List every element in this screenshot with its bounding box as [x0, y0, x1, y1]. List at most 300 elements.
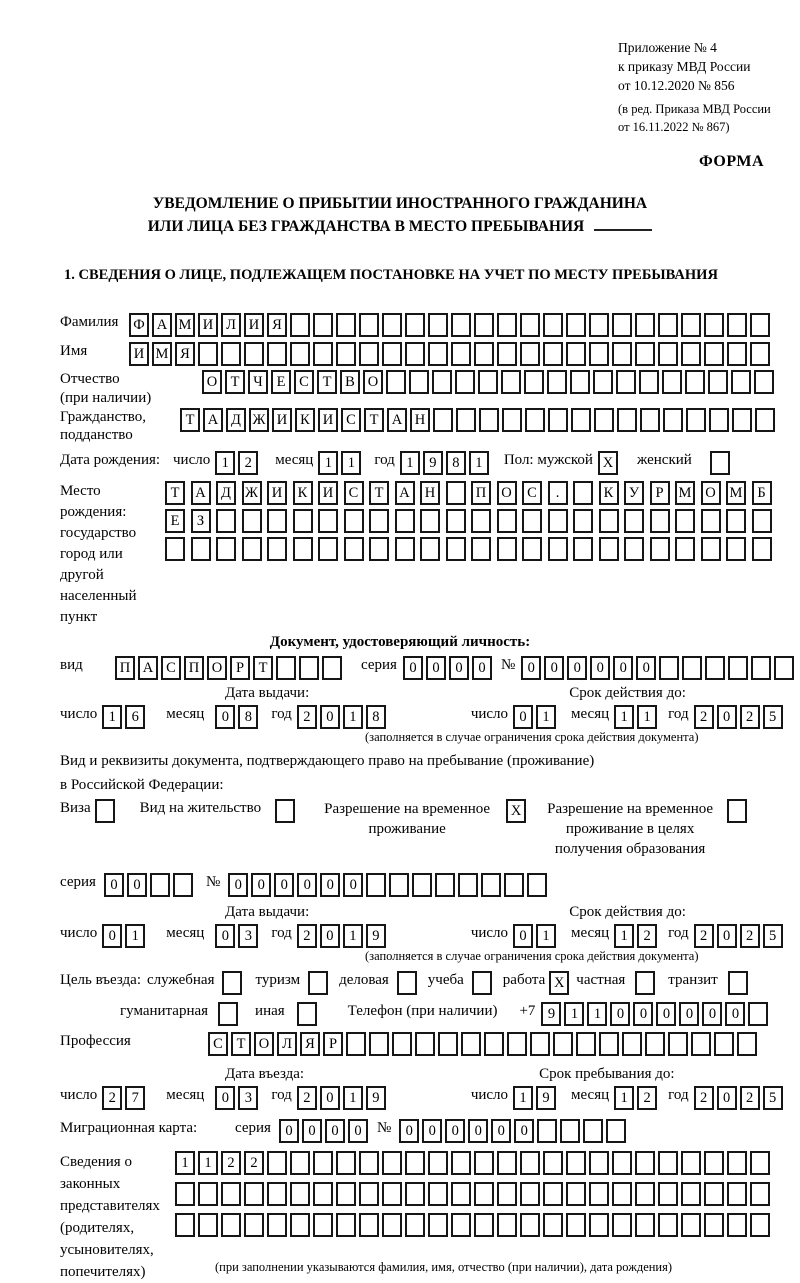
char-box[interactable]: [599, 509, 619, 533]
char-box[interactable]: И: [267, 481, 287, 505]
char-box[interactable]: [415, 1032, 435, 1056]
char-box[interactable]: С: [522, 481, 542, 505]
char-box[interactable]: [681, 1213, 701, 1237]
char-box[interactable]: А: [387, 408, 407, 432]
char-box[interactable]: [732, 408, 752, 432]
char-box[interactable]: [191, 537, 211, 561]
char-box[interactable]: [560, 1119, 580, 1143]
char-box[interactable]: [566, 1182, 586, 1206]
char-box[interactable]: [497, 1182, 517, 1206]
char-box[interactable]: [612, 1182, 632, 1206]
char-box[interactable]: 0: [679, 1002, 699, 1026]
char-box[interactable]: 0: [702, 1002, 722, 1026]
char-box[interactable]: 0: [636, 656, 656, 680]
char-box[interactable]: 0: [127, 873, 147, 897]
char-box[interactable]: [658, 1151, 678, 1175]
char-box[interactable]: [359, 1182, 379, 1206]
char-box[interactable]: 2: [297, 1086, 317, 1110]
char-box[interactable]: О: [497, 481, 517, 505]
char-box[interactable]: О: [207, 656, 227, 680]
char-box[interactable]: 0: [567, 656, 587, 680]
char-box[interactable]: 2: [238, 451, 258, 475]
char-box[interactable]: 0: [399, 1119, 419, 1143]
char-box[interactable]: [589, 1151, 609, 1175]
char-box[interactable]: [704, 342, 724, 366]
char-box[interactable]: 0: [513, 924, 533, 948]
char-box[interactable]: 2: [740, 924, 760, 948]
char-box[interactable]: [599, 537, 619, 561]
char-box[interactable]: [474, 1182, 494, 1206]
char-box[interactable]: [484, 1032, 504, 1056]
char-box[interactable]: [428, 1151, 448, 1175]
char-box[interactable]: [520, 1213, 540, 1237]
char-box[interactable]: 0: [228, 873, 248, 897]
char-box[interactable]: П: [471, 481, 491, 505]
char-box[interactable]: [336, 1182, 356, 1206]
char-box[interactable]: 1: [587, 1002, 607, 1026]
char-box[interactable]: [405, 342, 425, 366]
char-box[interactable]: [543, 1151, 563, 1175]
char-box[interactable]: [726, 537, 746, 561]
char-box[interactable]: [221, 342, 241, 366]
char-box[interactable]: [589, 1213, 609, 1237]
checkbox-cell[interactable]: X: [506, 799, 526, 823]
checkbox-cell[interactable]: [728, 971, 748, 995]
char-box[interactable]: [173, 873, 193, 897]
char-box[interactable]: [244, 1213, 264, 1237]
char-box[interactable]: [420, 509, 440, 533]
char-box[interactable]: [583, 1119, 603, 1143]
char-box[interactable]: О: [254, 1032, 274, 1056]
char-box[interactable]: [589, 342, 609, 366]
char-box[interactable]: Я: [267, 313, 287, 337]
char-box[interactable]: [198, 1213, 218, 1237]
char-box[interactable]: Я: [175, 342, 195, 366]
char-box[interactable]: [198, 342, 218, 366]
char-box[interactable]: [748, 1002, 768, 1026]
char-box[interactable]: И: [244, 313, 264, 337]
char-box[interactable]: 0: [320, 873, 340, 897]
char-box[interactable]: [290, 313, 310, 337]
char-box[interactable]: [750, 1182, 770, 1206]
char-box[interactable]: 2: [102, 1086, 122, 1110]
char-box[interactable]: [553, 1032, 573, 1056]
char-box[interactable]: [704, 1213, 724, 1237]
char-box[interactable]: Т: [317, 370, 337, 394]
char-box[interactable]: [704, 313, 724, 337]
char-box[interactable]: [428, 342, 448, 366]
checkbox-cell[interactable]: [727, 799, 747, 823]
char-box[interactable]: [242, 537, 262, 561]
char-box[interactable]: С: [344, 481, 364, 505]
char-box[interactable]: [474, 342, 494, 366]
char-box[interactable]: [548, 408, 568, 432]
char-box[interactable]: [497, 537, 517, 561]
char-box[interactable]: [244, 1182, 264, 1206]
char-box[interactable]: 2: [297, 705, 317, 729]
char-box[interactable]: [412, 873, 432, 897]
char-box[interactable]: Ф: [129, 313, 149, 337]
char-box[interactable]: 0: [320, 705, 340, 729]
char-box[interactable]: [313, 313, 333, 337]
char-box[interactable]: 1: [318, 451, 338, 475]
char-box[interactable]: [474, 313, 494, 337]
char-box[interactable]: [446, 509, 466, 533]
char-box[interactable]: [612, 313, 632, 337]
char-box[interactable]: [322, 656, 342, 680]
char-box[interactable]: [474, 1151, 494, 1175]
char-box[interactable]: [543, 342, 563, 366]
char-box[interactable]: [594, 408, 614, 432]
char-box[interactable]: [520, 1182, 540, 1206]
char-box[interactable]: 0: [514, 1119, 534, 1143]
char-box[interactable]: 2: [740, 1086, 760, 1110]
char-box[interactable]: 7: [125, 1086, 145, 1110]
char-box[interactable]: [461, 1032, 481, 1056]
char-box[interactable]: М: [175, 313, 195, 337]
char-box[interactable]: [606, 1119, 626, 1143]
char-box[interactable]: 0: [449, 656, 469, 680]
char-box[interactable]: 0: [521, 656, 541, 680]
char-box[interactable]: [150, 873, 170, 897]
char-box[interactable]: [635, 342, 655, 366]
char-box[interactable]: [451, 342, 471, 366]
char-box[interactable]: [456, 408, 476, 432]
char-box[interactable]: [446, 537, 466, 561]
char-box[interactable]: [668, 1032, 688, 1056]
char-box[interactable]: 1: [198, 1151, 218, 1175]
char-box[interactable]: Т: [253, 656, 273, 680]
char-box[interactable]: 2: [297, 924, 317, 948]
char-box[interactable]: [701, 537, 721, 561]
char-box[interactable]: [165, 537, 185, 561]
char-box[interactable]: [573, 481, 593, 505]
char-box[interactable]: [507, 1032, 527, 1056]
char-box[interactable]: .: [548, 481, 568, 505]
char-box[interactable]: [727, 1182, 747, 1206]
char-box[interactable]: 9: [366, 924, 386, 948]
char-box[interactable]: [543, 1182, 563, 1206]
char-box[interactable]: [293, 509, 313, 533]
char-box[interactable]: 1: [513, 1086, 533, 1110]
char-box[interactable]: [501, 370, 521, 394]
char-box[interactable]: 0: [717, 924, 737, 948]
char-box[interactable]: [405, 1151, 425, 1175]
char-box[interactable]: [382, 1213, 402, 1237]
char-box[interactable]: С: [208, 1032, 228, 1056]
char-box[interactable]: [267, 537, 287, 561]
char-box[interactable]: [704, 1151, 724, 1175]
char-box[interactable]: [504, 873, 524, 897]
char-box[interactable]: [709, 408, 729, 432]
char-box[interactable]: [336, 342, 356, 366]
char-box[interactable]: О: [701, 481, 721, 505]
char-box[interactable]: [395, 509, 415, 533]
char-box[interactable]: И: [318, 481, 338, 505]
char-box[interactable]: [359, 342, 379, 366]
char-box[interactable]: [685, 370, 705, 394]
char-box[interactable]: [525, 408, 545, 432]
char-box[interactable]: [276, 656, 296, 680]
char-box[interactable]: 0: [320, 924, 340, 948]
char-box[interactable]: 1: [102, 705, 122, 729]
char-box[interactable]: [750, 313, 770, 337]
char-box[interactable]: [433, 408, 453, 432]
char-box[interactable]: [681, 313, 701, 337]
char-box[interactable]: [313, 1213, 333, 1237]
char-box[interactable]: [458, 873, 478, 897]
char-box[interactable]: [599, 1032, 619, 1056]
checkbox-cell[interactable]: X: [549, 971, 569, 995]
char-box[interactable]: [405, 1182, 425, 1206]
char-box[interactable]: [382, 313, 402, 337]
char-box[interactable]: [455, 370, 475, 394]
char-box[interactable]: 8: [238, 705, 258, 729]
char-box[interactable]: 0: [717, 705, 737, 729]
char-box[interactable]: 0: [610, 1002, 630, 1026]
char-box[interactable]: [659, 656, 679, 680]
char-box[interactable]: 1: [341, 451, 361, 475]
char-box[interactable]: [635, 313, 655, 337]
char-box[interactable]: 1: [343, 1086, 363, 1110]
char-box[interactable]: Н: [410, 408, 430, 432]
char-box[interactable]: [576, 1032, 596, 1056]
char-box[interactable]: [520, 1151, 540, 1175]
char-box[interactable]: [704, 1182, 724, 1206]
char-box[interactable]: [622, 1032, 642, 1056]
char-box[interactable]: [750, 1151, 770, 1175]
char-box[interactable]: [640, 408, 660, 432]
char-box[interactable]: [650, 509, 670, 533]
char-box[interactable]: [650, 537, 670, 561]
char-box[interactable]: [432, 370, 452, 394]
char-box[interactable]: [522, 537, 542, 561]
char-box[interactable]: С: [161, 656, 181, 680]
char-box[interactable]: 0: [445, 1119, 465, 1143]
char-box[interactable]: 0: [513, 705, 533, 729]
char-box[interactable]: [593, 370, 613, 394]
char-box[interactable]: К: [295, 408, 315, 432]
char-box[interactable]: [589, 313, 609, 337]
char-box[interactable]: [497, 509, 517, 533]
char-box[interactable]: [497, 313, 517, 337]
char-box[interactable]: [175, 1213, 195, 1237]
char-box[interactable]: [612, 342, 632, 366]
char-box[interactable]: [409, 370, 429, 394]
char-box[interactable]: [478, 370, 498, 394]
char-box[interactable]: 2: [694, 705, 714, 729]
char-box[interactable]: [543, 1213, 563, 1237]
char-box[interactable]: [675, 537, 695, 561]
char-box[interactable]: 1: [175, 1151, 195, 1175]
char-box[interactable]: 1: [400, 451, 420, 475]
char-box[interactable]: П: [115, 656, 135, 680]
char-box[interactable]: [382, 342, 402, 366]
char-box[interactable]: 1: [343, 705, 363, 729]
char-box[interactable]: З: [191, 509, 211, 533]
char-box[interactable]: Е: [271, 370, 291, 394]
char-box[interactable]: [313, 1151, 333, 1175]
char-box[interactable]: [451, 1151, 471, 1175]
char-box[interactable]: [714, 1032, 734, 1056]
char-box[interactable]: [428, 1182, 448, 1206]
char-box[interactable]: 5: [763, 705, 783, 729]
char-box[interactable]: [359, 313, 379, 337]
char-box[interactable]: [290, 342, 310, 366]
char-box[interactable]: Ж: [242, 481, 262, 505]
char-box[interactable]: Р: [323, 1032, 343, 1056]
char-box[interactable]: [366, 873, 386, 897]
char-box[interactable]: [293, 537, 313, 561]
char-box[interactable]: [548, 537, 568, 561]
char-box[interactable]: [244, 342, 264, 366]
char-box[interactable]: [658, 1213, 678, 1237]
char-box[interactable]: 1: [536, 924, 556, 948]
char-box[interactable]: [290, 1182, 310, 1206]
char-box[interactable]: [566, 313, 586, 337]
char-box[interactable]: А: [138, 656, 158, 680]
char-box[interactable]: 6: [125, 705, 145, 729]
char-box[interactable]: [658, 342, 678, 366]
char-box[interactable]: Ж: [249, 408, 269, 432]
char-box[interactable]: К: [599, 481, 619, 505]
char-box[interactable]: [438, 1032, 458, 1056]
char-box[interactable]: [612, 1151, 632, 1175]
char-box[interactable]: [612, 1213, 632, 1237]
char-box[interactable]: 0: [102, 924, 122, 948]
char-box[interactable]: [497, 342, 517, 366]
char-box[interactable]: 0: [215, 1086, 235, 1110]
char-box[interactable]: [737, 1032, 757, 1056]
char-box[interactable]: [566, 1151, 586, 1175]
char-box[interactable]: [624, 537, 644, 561]
checkbox-cell[interactable]: [472, 971, 492, 995]
char-box[interactable]: [369, 1032, 389, 1056]
char-box[interactable]: [547, 370, 567, 394]
char-box[interactable]: [221, 1182, 241, 1206]
char-box[interactable]: [727, 342, 747, 366]
char-box[interactable]: 9: [536, 1086, 556, 1110]
char-box[interactable]: [359, 1151, 379, 1175]
char-box[interactable]: [750, 342, 770, 366]
char-box[interactable]: [242, 509, 262, 533]
char-box[interactable]: [474, 1213, 494, 1237]
char-box[interactable]: [752, 509, 772, 533]
char-box[interactable]: [705, 656, 725, 680]
char-box[interactable]: [175, 1182, 195, 1206]
char-box[interactable]: [216, 537, 236, 561]
char-box[interactable]: И: [318, 408, 338, 432]
char-box[interactable]: [675, 509, 695, 533]
char-box[interactable]: 0: [725, 1002, 745, 1026]
char-box[interactable]: [755, 408, 775, 432]
char-box[interactable]: 0: [343, 873, 363, 897]
char-box[interactable]: [435, 873, 455, 897]
char-box[interactable]: И: [272, 408, 292, 432]
char-box[interactable]: 1: [343, 924, 363, 948]
char-box[interactable]: 0: [656, 1002, 676, 1026]
char-box[interactable]: 0: [472, 656, 492, 680]
char-box[interactable]: М: [675, 481, 695, 505]
char-box[interactable]: [571, 408, 591, 432]
char-box[interactable]: [221, 1213, 241, 1237]
char-box[interactable]: 9: [423, 451, 443, 475]
char-box[interactable]: О: [202, 370, 222, 394]
char-box[interactable]: [527, 873, 547, 897]
char-box[interactable]: [198, 1182, 218, 1206]
char-box[interactable]: [336, 313, 356, 337]
char-box[interactable]: 0: [320, 1086, 340, 1110]
char-box[interactable]: [520, 342, 540, 366]
char-box[interactable]: [405, 1213, 425, 1237]
char-box[interactable]: [731, 370, 751, 394]
char-box[interactable]: [573, 537, 593, 561]
char-box[interactable]: [479, 408, 499, 432]
char-box[interactable]: 0: [403, 656, 423, 680]
char-box[interactable]: [389, 873, 409, 897]
char-box[interactable]: 0: [717, 1086, 737, 1110]
char-box[interactable]: 3: [238, 1086, 258, 1110]
char-box[interactable]: 0: [348, 1119, 368, 1143]
char-box[interactable]: [573, 509, 593, 533]
char-box[interactable]: [727, 313, 747, 337]
checkbox-cell[interactable]: [218, 1002, 238, 1026]
char-box[interactable]: 3: [238, 924, 258, 948]
char-box[interactable]: 5: [763, 1086, 783, 1110]
char-box[interactable]: [662, 370, 682, 394]
char-box[interactable]: 8: [446, 451, 466, 475]
char-box[interactable]: [346, 1032, 366, 1056]
checkbox-cell[interactable]: [275, 799, 295, 823]
char-box[interactable]: 8: [366, 705, 386, 729]
char-box[interactable]: А: [191, 481, 211, 505]
char-box[interactable]: [267, 1213, 287, 1237]
char-box[interactable]: 1: [536, 705, 556, 729]
char-box[interactable]: [382, 1151, 402, 1175]
char-box[interactable]: [336, 1151, 356, 1175]
char-box[interactable]: Е: [165, 509, 185, 533]
char-box[interactable]: [635, 1213, 655, 1237]
char-box[interactable]: [446, 481, 466, 505]
char-box[interactable]: Ч: [248, 370, 268, 394]
char-box[interactable]: [566, 1213, 586, 1237]
char-box[interactable]: [635, 1151, 655, 1175]
char-box[interactable]: 1: [215, 451, 235, 475]
char-box[interactable]: [701, 509, 721, 533]
char-box[interactable]: 9: [541, 1002, 561, 1026]
char-box[interactable]: [395, 537, 415, 561]
char-box[interactable]: 0: [590, 656, 610, 680]
char-box[interactable]: [481, 873, 501, 897]
char-box[interactable]: [502, 408, 522, 432]
char-box[interactable]: 1: [125, 924, 145, 948]
char-box[interactable]: [267, 1151, 287, 1175]
char-box[interactable]: [313, 342, 333, 366]
char-box[interactable]: 0: [613, 656, 633, 680]
checkbox-cell[interactable]: [308, 971, 328, 995]
char-box[interactable]: [727, 1151, 747, 1175]
char-box[interactable]: А: [203, 408, 223, 432]
checkbox-cell[interactable]: [710, 451, 730, 475]
char-box[interactable]: [639, 370, 659, 394]
char-box[interactable]: [728, 656, 748, 680]
char-box[interactable]: [313, 1182, 333, 1206]
char-box[interactable]: [290, 1213, 310, 1237]
char-box[interactable]: [428, 313, 448, 337]
char-box[interactable]: [635, 1182, 655, 1206]
char-box[interactable]: 2: [740, 705, 760, 729]
char-box[interactable]: Д: [216, 481, 236, 505]
